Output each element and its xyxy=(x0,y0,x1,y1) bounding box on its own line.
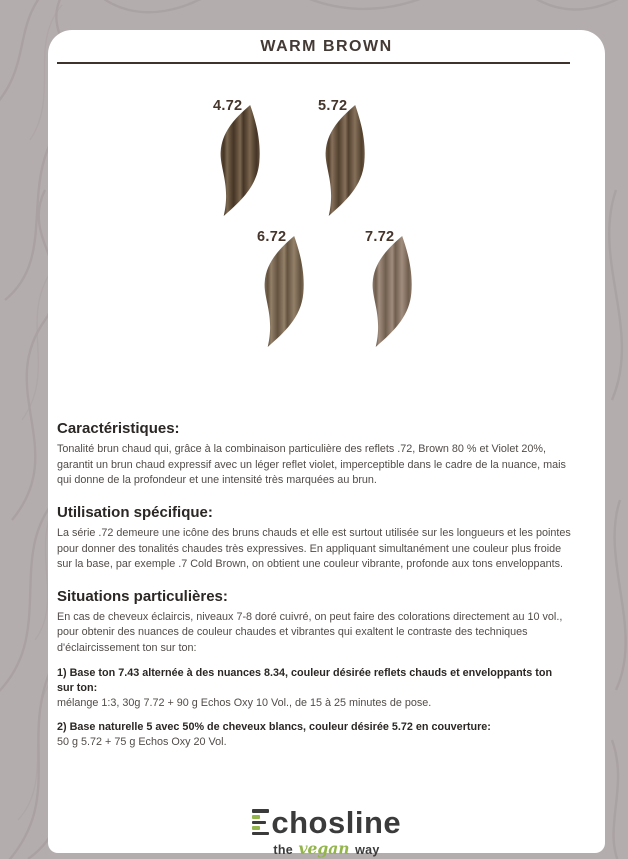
swatch-code-label: 4.72 xyxy=(213,98,243,114)
page-title: WARM BROWN xyxy=(260,38,393,55)
swatch-code-label: 6.72 xyxy=(257,229,287,245)
case-1-title: 1) Base ton 7.43 alternée à des nuances 8.34, couleur désirée reflets chauds et enveloppants ton sur ton: xyxy=(57,666,553,694)
case-item-2 xyxy=(57,720,571,750)
text-sections xyxy=(57,420,571,750)
brand-logo xyxy=(48,800,605,858)
section-body-situations: En cas de cheveux éclaircis, niveaux 7-8 doré cuivré, on peut faire des colorations directement au 10 vol., pour obtenir des nuances de couleur chaudes et vibrantes qui exaltent le contraste des techniques d'éclaircissement ton sur ton: xyxy=(57,610,563,655)
swatch-5-72 xyxy=(310,95,382,221)
echosline-e-icon xyxy=(252,809,269,835)
brand-name-text: chosline xyxy=(271,804,402,840)
tagline-way: way xyxy=(355,842,380,857)
swatch-6-72 xyxy=(249,226,321,352)
swatch-7-72 xyxy=(357,226,429,352)
hair-lock-icon xyxy=(360,235,424,349)
swatch-code-label: 7.72 xyxy=(365,229,395,245)
case-item-1 xyxy=(57,666,571,711)
case-2-formula: 50 g 5.72 + 75 g Echos Oxy 20 Vol. xyxy=(57,736,227,749)
case-2-title: 2) Base naturelle 5 avec 50% de cheveux blancs, couleur désirée 5.72 en couverture: xyxy=(57,721,491,734)
hair-lock-icon xyxy=(313,104,377,218)
brand-tagline xyxy=(48,839,605,858)
brand-wordmark xyxy=(252,804,402,840)
swatch-code-label: 5.72 xyxy=(318,98,348,114)
tagline-vegan: vegan xyxy=(298,838,350,858)
hair-lock-icon xyxy=(252,235,316,349)
swatch-4-72 xyxy=(205,95,277,221)
section-heading-caracteristiques: Caractéristiques: xyxy=(57,420,180,437)
section-heading-situations: Situations particulières: xyxy=(57,587,228,605)
case-1-formula: mélange 1:3, 30g 7.72 + 90 g Echos Oxy 10 Vol., de 15 à 25 minutes de pose. xyxy=(57,696,432,709)
hair-lock-icon xyxy=(208,104,272,218)
title-divider xyxy=(57,62,570,64)
section-body-utilisation: La série .72 demeure une icône des bruns chauds et elle est surtout utilisée sur les longueurs et les pointes pour donner des tonalités chaudes très expressives. En appliquant simultanément une couleur plus froide sur la base, par exemple .7 Cold Brown, on obtient une couleur vibrante, profonde aux tons enveloppants. xyxy=(57,526,571,571)
tagline-the: the xyxy=(273,842,294,857)
section-heading-utilisation: Utilisation spécifique: xyxy=(57,503,213,521)
section-body-caracteristiques: Tonalité brun chaud qui, grâce à la combinaison particulière des reflets .72, Brown 80 % et Violet 20%, garantit un brun chaud expressif avec un léger reflet violet, imperceptible dans le cadre de la nuance, mais qui donne de la profondeur et une intensité très marquées au brun. xyxy=(57,443,566,487)
